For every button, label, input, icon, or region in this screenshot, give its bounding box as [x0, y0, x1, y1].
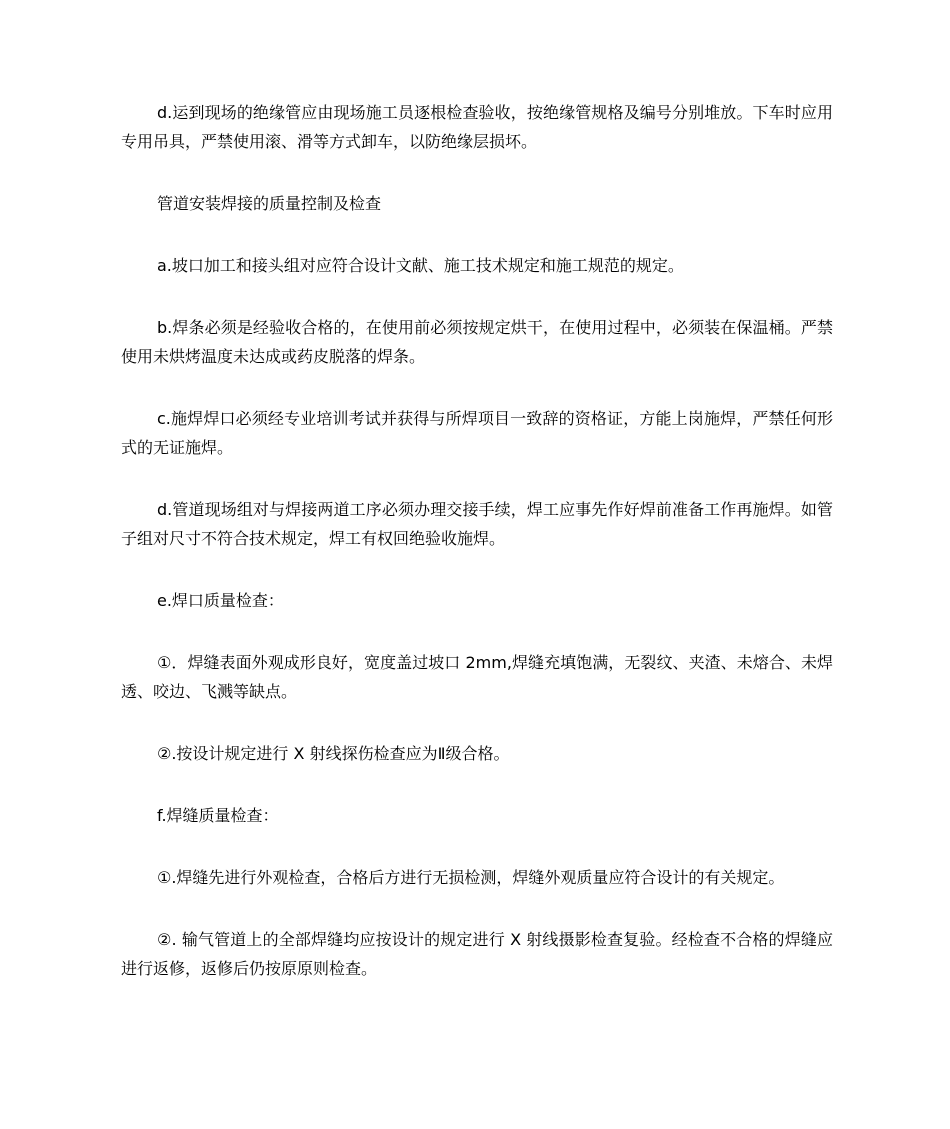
paragraph-weld-surface-appearance: ①．焊缝表面外观成形良好，宽度盖过坡口 2mm,焊缝充填饱满，无裂纹、夹渣、未熔合、未焊透、咬边、飞溅等缺点。	[121, 653, 833, 701]
paragraph-welder-certification: c.施焊焊口必须经专业培训考试并获得与所焊项目一致辞的资格证，方能上岗施焊，严禁任何形式的无证施焊。	[121, 409, 833, 457]
paragraph-xray-recheck-repair: ②. 输气管道上的全部焊缝均应按设计的规定进行 X 射线摄影检查复验。经检查不合格的焊缝应进行返修，返修后仍按原原则检查。	[121, 930, 833, 978]
section-heading-welding-quality: 管道安装焊接的质量控制及检查	[157, 194, 382, 213]
paragraph-bevel-assembly: a.坡口加工和接头组对应符合设计文献、施工技术规定和施工规范的规定。	[157, 256, 684, 275]
paragraph-handover-procedure: d.管道现场组对与焊接两道工序必须办理交接手续，焊工应事先作好焊前准备工作再施焊。如管子组对尺寸不符合技术规定，焊工有权回绝验收施焊。	[121, 500, 833, 548]
paragraph-electrode-drying: b.焊条必须是经验收合格的，在使用前必须按规定烘干，在使用过程中，必须装在保温桶。严禁使用未烘烤温度未达成或药皮脱落的焊条。	[121, 318, 833, 366]
paragraph-insulated-pipe-unloading: d.运到现场的绝缘管应由现场施工员逐根检查验收，按绝缘管规格及编号分别堆放。下车时应用专用吊具，严禁使用滚、滑等方式卸车，以防绝缘层损坏。	[121, 103, 833, 151]
document-body	[121, 98, 833, 1016]
paragraph-xray-inspection: ②.按设计规定进行 X 射线探伤检查应为Ⅱ级合格。	[157, 744, 510, 763]
paragraph-weld-seam-inspection-heading: f.焊缝质量检查：	[157, 806, 279, 825]
paragraph-visual-then-ndt: ①.焊缝先进行外观检查，合格后方进行无损检测，焊缝外观质量应符合设计的有关规定。	[157, 868, 785, 887]
paragraph-weld-joint-inspection-heading: e.焊口质量检查：	[157, 591, 284, 610]
